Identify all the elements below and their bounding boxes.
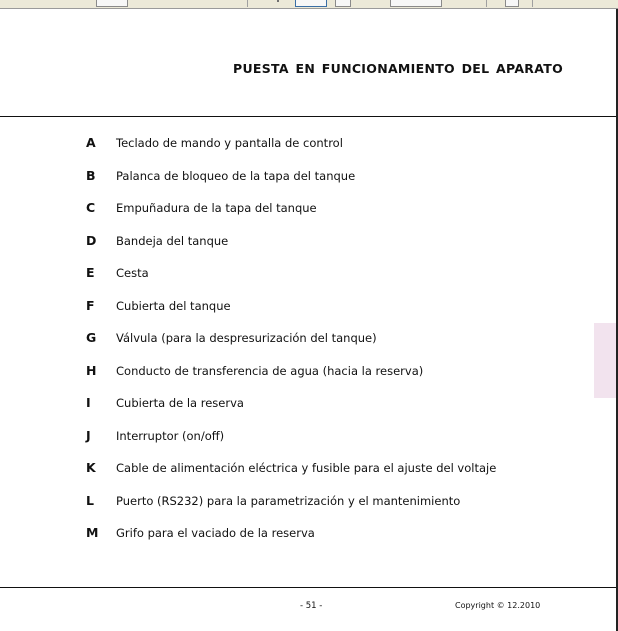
page-title: PUESTA EN FUNCIONAMIENTO DEL APARATO bbox=[233, 61, 563, 76]
legend-text: Palanca de bloqueo de la tapa del tanque bbox=[116, 168, 356, 183]
page-number: - 51 - bbox=[300, 601, 323, 611]
legend-text: Cubierta de la reserva bbox=[116, 396, 244, 410]
legend-text: Bandeja del tanque bbox=[116, 233, 229, 248]
legend-letter: L bbox=[86, 492, 94, 508]
legend-letter: J bbox=[86, 427, 91, 443]
legend-letter: F bbox=[86, 297, 95, 313]
legend-text: Interruptor (on/off) bbox=[116, 428, 225, 443]
legend-text: Conducto de transferencia de agua (hacia la reserva) bbox=[116, 363, 424, 378]
legend-item bbox=[0, 395, 600, 413]
legend-text: Teclado de mando y pantalla de control bbox=[116, 136, 343, 150]
legend-letter: E bbox=[86, 265, 95, 280]
legend-item bbox=[0, 330, 600, 348]
legend-item bbox=[0, 493, 600, 511]
toolbar-separator bbox=[247, 0, 248, 7]
legend-letter: K bbox=[86, 460, 96, 475]
toolbar-button[interactable] bbox=[96, 0, 128, 7]
toolbar-button[interactable] bbox=[505, 0, 519, 7]
toolbar-dropdown-icon[interactable] bbox=[277, 0, 279, 2]
legend-letter: C bbox=[86, 200, 96, 215]
toolbar-button[interactable] bbox=[335, 0, 351, 7]
legend-item bbox=[0, 428, 600, 446]
toolbar-separator bbox=[532, 0, 533, 7]
legend-text: Cesta bbox=[116, 266, 149, 280]
legend-text: Cubierta del tanque bbox=[116, 298, 231, 313]
legend-item bbox=[0, 265, 600, 283]
toolbar-field[interactable] bbox=[390, 0, 442, 7]
header-divider bbox=[0, 116, 616, 117]
legend-text: Cable de alimentación eléctrica y fusible para el ajuste del voltaje bbox=[116, 461, 497, 475]
legend-item bbox=[0, 363, 600, 381]
legend-letter: H bbox=[86, 362, 97, 378]
legend-text: Válvula (para la despresurización del tanque) bbox=[116, 331, 377, 345]
legend-letter: G bbox=[86, 330, 97, 345]
legend-item bbox=[0, 168, 600, 186]
legend-item bbox=[0, 135, 600, 153]
toolbar-button-active[interactable] bbox=[295, 0, 327, 7]
legend-item bbox=[0, 298, 600, 316]
legend-letter: M bbox=[86, 525, 99, 540]
legend-text: Puerto (RS232) para la parametrización y el mantenimiento bbox=[116, 493, 461, 508]
legend-item bbox=[0, 525, 600, 543]
legend-text: Empuñadura de la tapa del tanque bbox=[116, 201, 317, 215]
legend-letter: D bbox=[86, 232, 97, 248]
document-page bbox=[0, 9, 618, 631]
legend-item bbox=[0, 200, 600, 218]
viewer-toolbar bbox=[0, 0, 618, 9]
legend-item bbox=[0, 233, 600, 251]
legend-letter: I bbox=[86, 395, 91, 410]
legend-text: Grifo para el vaciado de la reserva bbox=[116, 526, 315, 540]
side-tab-marker bbox=[594, 323, 616, 398]
legend-item bbox=[0, 460, 600, 478]
footer-divider bbox=[0, 587, 616, 588]
toolbar-separator bbox=[486, 0, 487, 7]
legend-letter: B bbox=[86, 167, 96, 183]
legend-letter: A bbox=[86, 135, 96, 150]
copyright-notice: Copyright © 12.2010 bbox=[455, 601, 541, 610]
